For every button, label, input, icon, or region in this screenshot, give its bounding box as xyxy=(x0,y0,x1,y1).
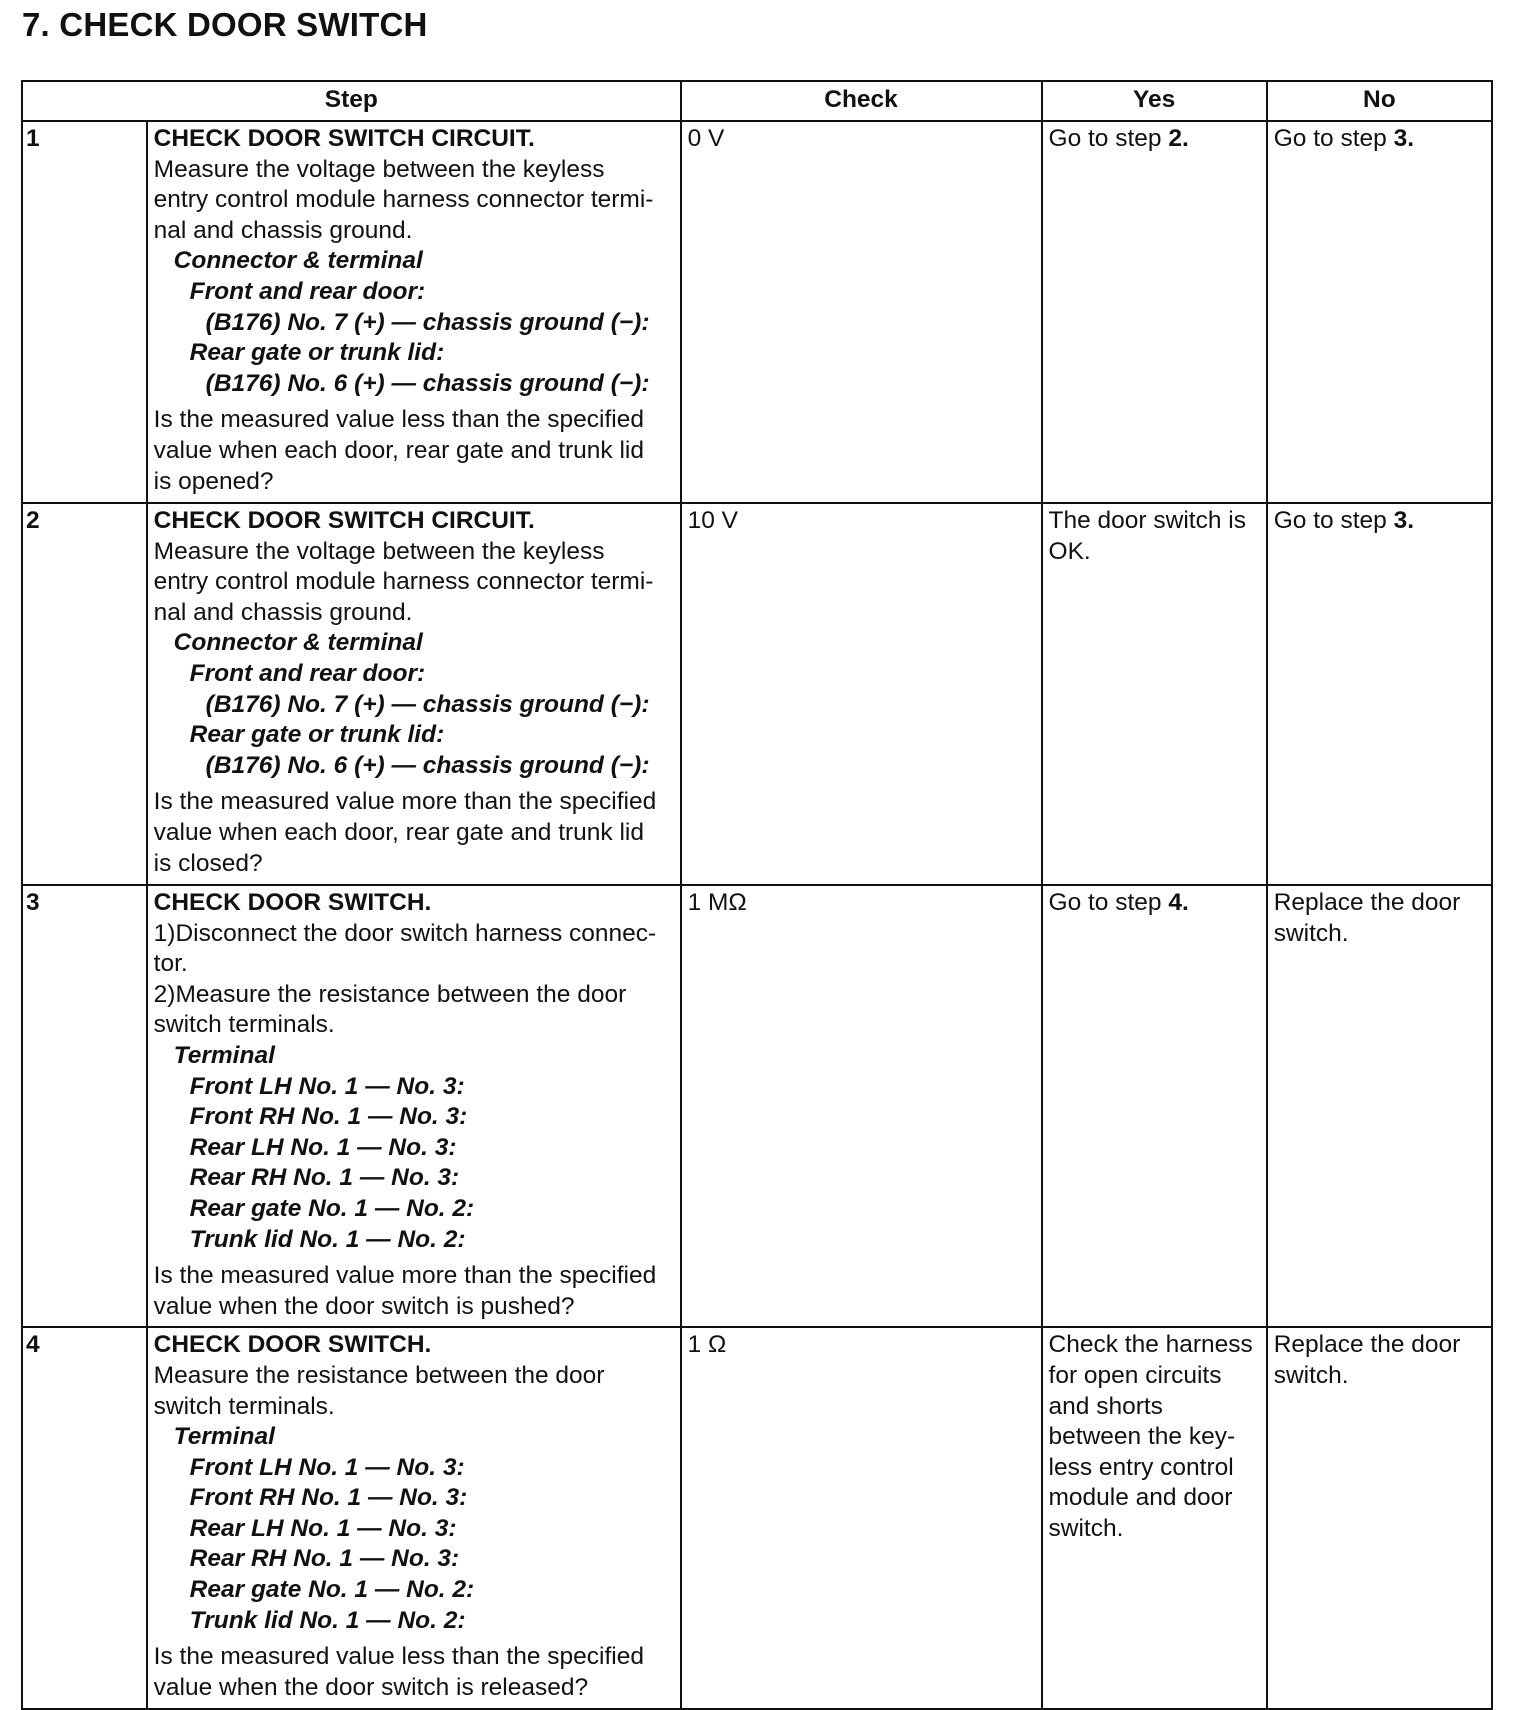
spec-line: (B176) No. 7 (+) — chassis ground (−): xyxy=(205,690,650,718)
step-number: 1 xyxy=(22,121,147,503)
header-no: No xyxy=(1267,81,1492,121)
spec-line: (B176) No. 7 (+) — chassis ground (−): xyxy=(205,308,650,336)
spec-title: Connector & terminal xyxy=(173,247,423,275)
no-cell xyxy=(1267,503,1492,885)
check-value: 0 V xyxy=(681,121,1042,503)
spec-line: Front and rear door: xyxy=(189,659,426,687)
step-body-line: 1)Disconnect the door switch harness connec- xyxy=(153,919,657,947)
step-question-line: is opened? xyxy=(153,467,274,495)
spec-line: Trunk lid No. 1 — No. 2: xyxy=(189,1225,466,1253)
step-number: 4 xyxy=(22,1327,147,1709)
check-value: 1 Ω xyxy=(681,1327,1042,1709)
step-body-line: entry control module harness connector termi- xyxy=(153,568,654,596)
spec-line: Rear gate or trunk lid: xyxy=(189,339,445,367)
spec-line: (B176) No. 6 (+) — chassis ground (−): xyxy=(205,369,650,397)
spec-line: Rear gate or trunk lid: xyxy=(189,721,445,749)
step-body-line: nal and chassis ground. xyxy=(153,216,413,244)
no-step-ref: 3. xyxy=(1393,125,1415,152)
spec-line: Trunk lid No. 1 — No. 2: xyxy=(189,1606,466,1634)
step-heading: CHECK DOOR SWITCH CIRCUIT. xyxy=(153,125,535,152)
spec-line: Front RH No. 1 — No. 3: xyxy=(189,1484,468,1512)
yes-text: Go to step xyxy=(1048,125,1169,152)
no-text: switch. xyxy=(1273,919,1349,947)
table-header-row xyxy=(22,81,1492,121)
step-body-line: Measure the voltage between the keyless xyxy=(153,155,605,183)
table-row xyxy=(22,121,1492,503)
table-row xyxy=(22,503,1492,885)
step-cell xyxy=(147,503,681,885)
step-cell xyxy=(147,885,681,1327)
step-body-line: 2)Measure the resistance between the door xyxy=(153,980,627,1008)
check-value: 10 V xyxy=(681,503,1042,885)
header-yes: Yes xyxy=(1042,81,1267,121)
yes-text: OK. xyxy=(1048,537,1091,565)
spec-line: Front RH No. 1 — No. 3: xyxy=(189,1103,468,1131)
yes-cell xyxy=(1042,1327,1267,1709)
spec-line: Front LH No. 1 — No. 3: xyxy=(189,1453,465,1481)
step-number: 3 xyxy=(22,885,147,1327)
step-question-line: value when the door switch is pushed? xyxy=(153,1292,575,1320)
spec-title: Terminal xyxy=(173,1041,275,1069)
step-heading: CHECK DOOR SWITCH. xyxy=(153,1331,432,1359)
spec-line: Rear LH No. 1 — No. 3: xyxy=(189,1514,457,1542)
step-question-line: Is the measured value less than the specified xyxy=(153,406,644,434)
yes-text: between the key- xyxy=(1048,1423,1236,1451)
yes-text: for open circuits xyxy=(1048,1361,1222,1389)
step-body-line: entry control module harness connector termi- xyxy=(153,186,654,214)
spec-title: Connector & terminal xyxy=(173,629,423,657)
spec-line: Front LH No. 1 — No. 3: xyxy=(189,1072,465,1100)
yes-text: The door switch is xyxy=(1048,507,1246,534)
spec-line: Rear RH No. 1 — No. 3: xyxy=(189,1164,460,1192)
step-question-line: is closed? xyxy=(153,849,263,877)
yes-text: switch. xyxy=(1048,1514,1124,1542)
step-question-line: Is the measured value more than the specified xyxy=(153,1262,657,1290)
step-question-line: Is the measured value less than the specified xyxy=(153,1643,644,1671)
step-cell xyxy=(147,121,681,503)
spec-line: Front and rear door: xyxy=(189,277,426,305)
step-question-line: value when the door switch is released? xyxy=(153,1673,589,1701)
spec-line: (B176) No. 6 (+) — chassis ground (−): xyxy=(205,751,650,779)
no-cell xyxy=(1267,121,1492,503)
step-heading: CHECK DOOR SWITCH. xyxy=(153,889,432,916)
page-title: 7. CHECK DOOR SWITCH xyxy=(22,6,428,43)
step-body-line: switch terminals. xyxy=(153,1011,335,1039)
spec-title: Terminal xyxy=(173,1423,275,1451)
check-value: 1 MΩ xyxy=(681,885,1042,1327)
spec-line: Rear LH No. 1 — No. 3: xyxy=(189,1133,457,1161)
no-step-ref: 3. xyxy=(1393,507,1415,534)
step-cell xyxy=(147,1327,681,1709)
step-body-line: tor. xyxy=(153,950,188,978)
spec-line: Rear RH No. 1 — No. 3: xyxy=(189,1545,460,1573)
yes-text: and shorts xyxy=(1048,1392,1163,1420)
step-body-line: Measure the voltage between the keyless xyxy=(153,537,605,565)
no-text: switch. xyxy=(1273,1361,1349,1389)
yes-cell xyxy=(1042,885,1267,1327)
step-question-line: value when each door, rear gate and trunk lid xyxy=(153,436,644,464)
table-row xyxy=(22,1327,1492,1709)
step-body-line: switch terminals. xyxy=(153,1392,335,1420)
diagnosis-table xyxy=(21,80,1493,1710)
yes-cell xyxy=(1042,121,1267,503)
yes-text: module and door xyxy=(1048,1484,1233,1512)
table-row xyxy=(22,885,1492,1327)
yes-text: Go to step xyxy=(1048,889,1169,916)
yes-cell xyxy=(1042,503,1267,885)
header-step: Step xyxy=(22,81,681,121)
step-heading: CHECK DOOR SWITCH CIRCUIT. xyxy=(153,507,535,534)
yes-step-ref: 4. xyxy=(1168,889,1189,916)
step-question-line: value when each door, rear gate and trunk lid xyxy=(153,818,644,846)
yes-step-ref: 2. xyxy=(1168,125,1189,152)
no-cell xyxy=(1267,885,1492,1327)
step-body-line: nal and chassis ground. xyxy=(153,598,413,626)
step-question-line: Is the measured value more than the specified xyxy=(153,788,657,816)
no-text: Go to step xyxy=(1273,125,1394,152)
yes-text: less entry control xyxy=(1048,1453,1234,1481)
header-check: Check xyxy=(681,81,1042,121)
no-text: Go to step xyxy=(1273,507,1394,534)
no-text: Replace the door xyxy=(1273,889,1461,916)
yes-text: Check the harness xyxy=(1048,1331,1253,1359)
spec-line: Rear gate No. 1 — No. 2: xyxy=(189,1194,475,1222)
step-body-line: Measure the resistance between the door xyxy=(153,1361,605,1389)
no-cell xyxy=(1267,1327,1492,1709)
spec-line: Rear gate No. 1 — No. 2: xyxy=(189,1576,475,1604)
no-text: Replace the door xyxy=(1273,1331,1461,1359)
step-number: 2 xyxy=(22,503,147,885)
